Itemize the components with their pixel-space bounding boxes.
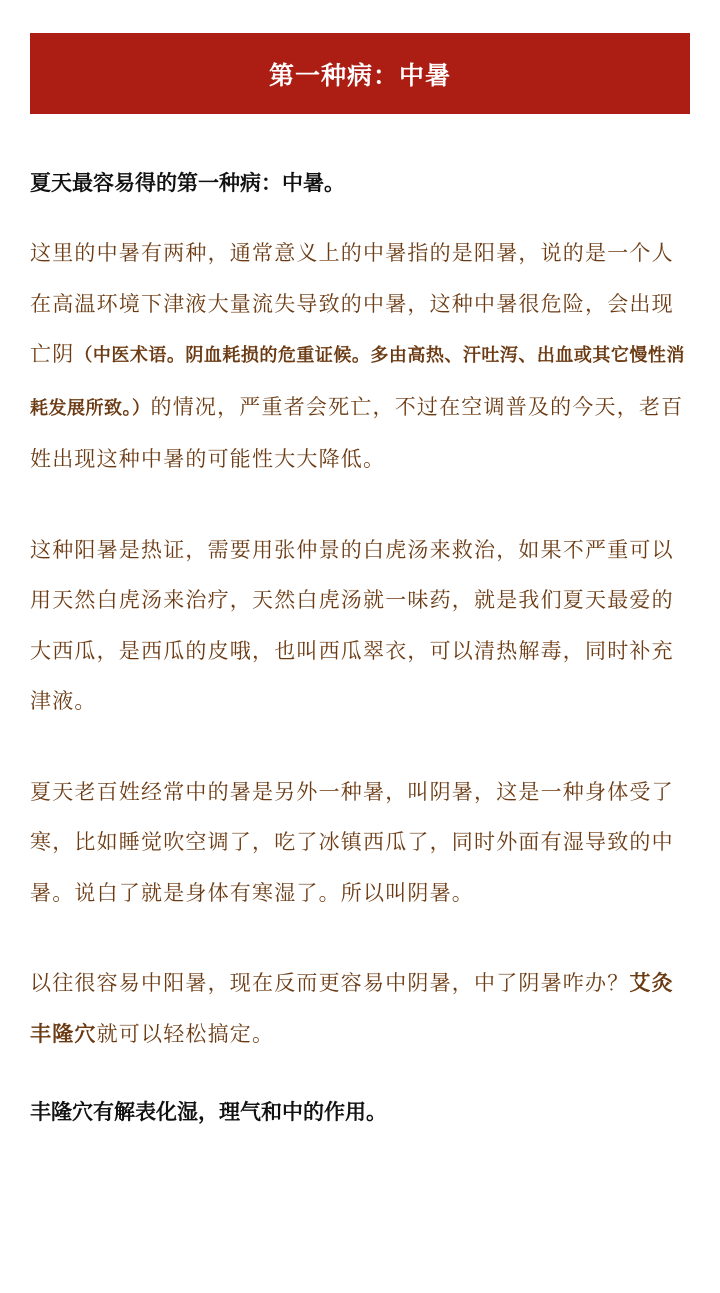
paragraph-text: 这里的中暑有两种，通常意义上的中暑指的是阳暑，说的是一个人在高温环境下津液大量流失导致的中暑，这种中暑很危险，会出现亡阴 xyxy=(30,241,674,366)
medical-term-note: （中医术语。阴血耗损的危重证候。多由高热、汗吐泻、出血或其它慢性消耗发展所致。） xyxy=(30,345,685,419)
paragraph-baihu-decoction: 这种阳暑是热证，需要用张仲景的白虎汤来救治，如果不严重可以用天然白虎汤来治疗，天然白虎汤就一味药，就是我们夏天最爱的大西瓜，是西瓜的皮哦，也叫西瓜翠衣，可以清热解毒，同时补充津液。 xyxy=(30,537,674,713)
lead-sentence: 夏天最容易得的第一种病：中暑。 xyxy=(30,171,345,195)
paragraph-yin-heatstroke: 夏天老百姓经常中的暑是另外一种暑，叫阴暑，这是一种身体受了寒，比如睡觉吹空调了，吃了冰镇西瓜了，同时外面有湿导致的中暑。说白了就是身体有寒湿了。所以叫阴暑。 xyxy=(30,779,674,905)
paragraph-text: 就可以轻松搞定。 xyxy=(96,1021,275,1046)
section-title: 第一种病：中暑 xyxy=(268,60,451,90)
article-body xyxy=(30,162,690,1133)
paragraph-yang-heatstroke xyxy=(30,228,690,485)
paragraph-text: 以往很容易中阳暑，现在反而更容易中阴暑，中了阴暑咋办？ xyxy=(30,971,630,995)
closing-sentence: 丰隆穴有解表化湿，理气和中的作用。 xyxy=(30,1100,387,1124)
paragraph-remedy xyxy=(30,958,690,1059)
remedy-emphasis: 艾灸丰隆穴 xyxy=(30,971,674,1046)
paragraph-text: 的情况，严重者会死亡，不过在空调普及的今天，老百姓出现这种中暑的可能性大大降低。 xyxy=(30,394,684,471)
section-header xyxy=(30,33,690,114)
